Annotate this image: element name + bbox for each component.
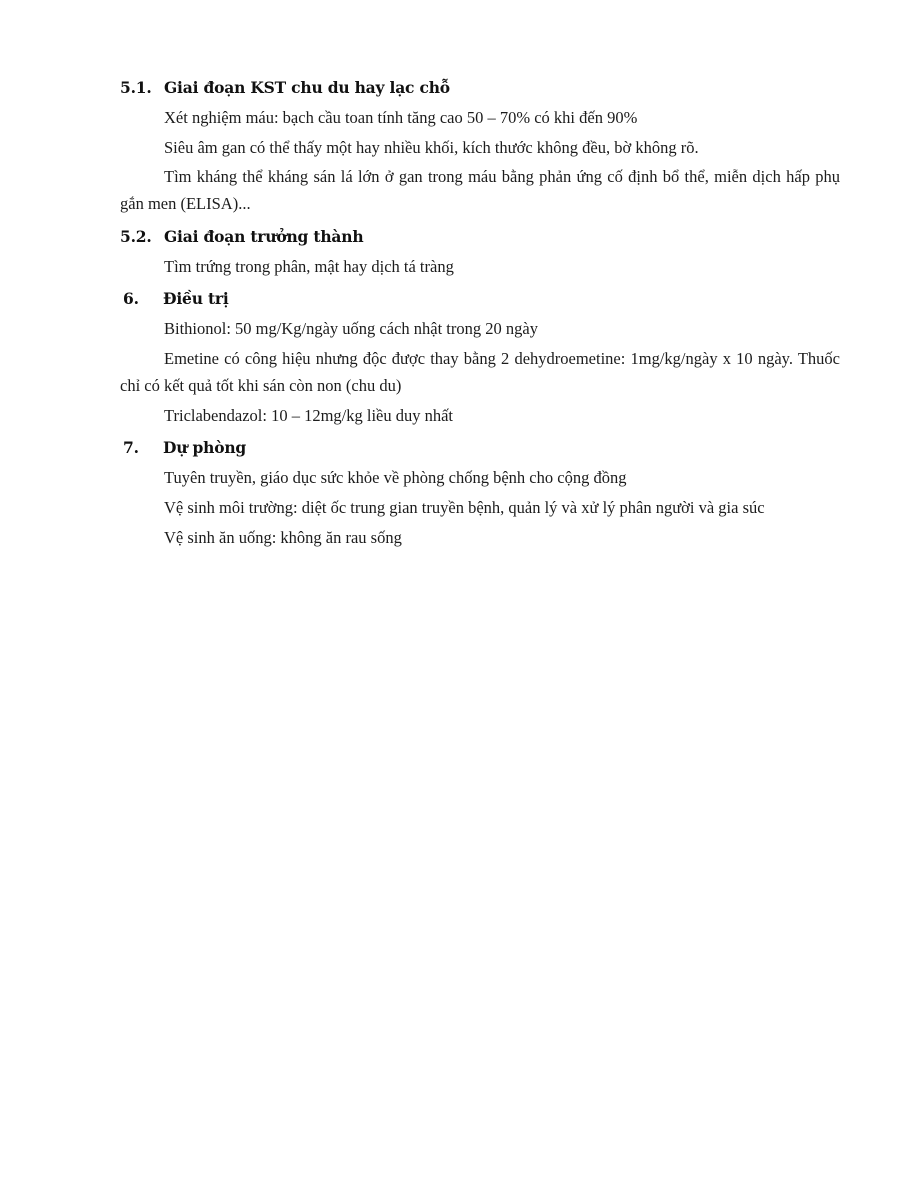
section-number: 5.1. — [120, 78, 152, 97]
paragraph: Bithionol: 50 mg/Kg/ngày uống cách nhật trong 20 ngày — [164, 319, 538, 339]
section-title: Giai đoạn KST chu du hay lạc chỗ — [164, 78, 450, 97]
section-title: Điều trị — [163, 289, 229, 309]
section-title: Dự phòng — [163, 438, 247, 458]
paragraph: Triclabendazol: 10 – 12mg/kg liều duy nhất — [164, 405, 454, 425]
paragraph: Tìm trứng trong phân, mật hay dịch tá tràng — [164, 256, 454, 276]
section-heading-5-1 — [120, 78, 840, 99]
section-heading-5-2 — [120, 227, 840, 248]
paragraph: Tìm kháng thể kháng sán lá lớn ở gan trong máu bằng phản ứng cố định bổ thể, miễn dịch hấp phụ gắn men (ELISA)... — [120, 167, 840, 214]
paragraph: Xét nghiệm máu: bạch cầu toan tính tăng cao 50 – 70% có khi đến 90% — [164, 107, 638, 127]
section-title: Giai đoạn trưởng thành — [164, 226, 364, 246]
document-body — [120, 78, 840, 551]
paragraph: Vệ sinh môi trường: diệt ốc trung gian truyền bệnh, quản lý và xử lý phân người và gia súc — [164, 497, 765, 517]
paragraph: Vệ sinh ăn uống: không ăn rau sống — [164, 527, 402, 547]
paragraph: Tuyên truyền, giáo dục sức khỏe về phòng chống bệnh cho cộng đồng — [164, 468, 627, 488]
section-heading-7 — [120, 438, 840, 459]
paragraph: Emetine có công hiệu nhưng độc được thay bằng 2 dehydroemetine: 1mg/kg/ngày x 10 ngày. Thuốc chỉ có kết quả tốt khi sán còn non (chu du) — [120, 349, 840, 395]
section-number: 6. — [123, 289, 139, 309]
section-number: 7. — [123, 438, 139, 458]
paragraph: Siêu âm gan có thể thấy một hay nhiều khối, kích thước không đều, bờ không rõ. — [164, 137, 699, 157]
section-heading-6 — [120, 289, 840, 310]
section-number: 5.2. — [120, 226, 152, 246]
